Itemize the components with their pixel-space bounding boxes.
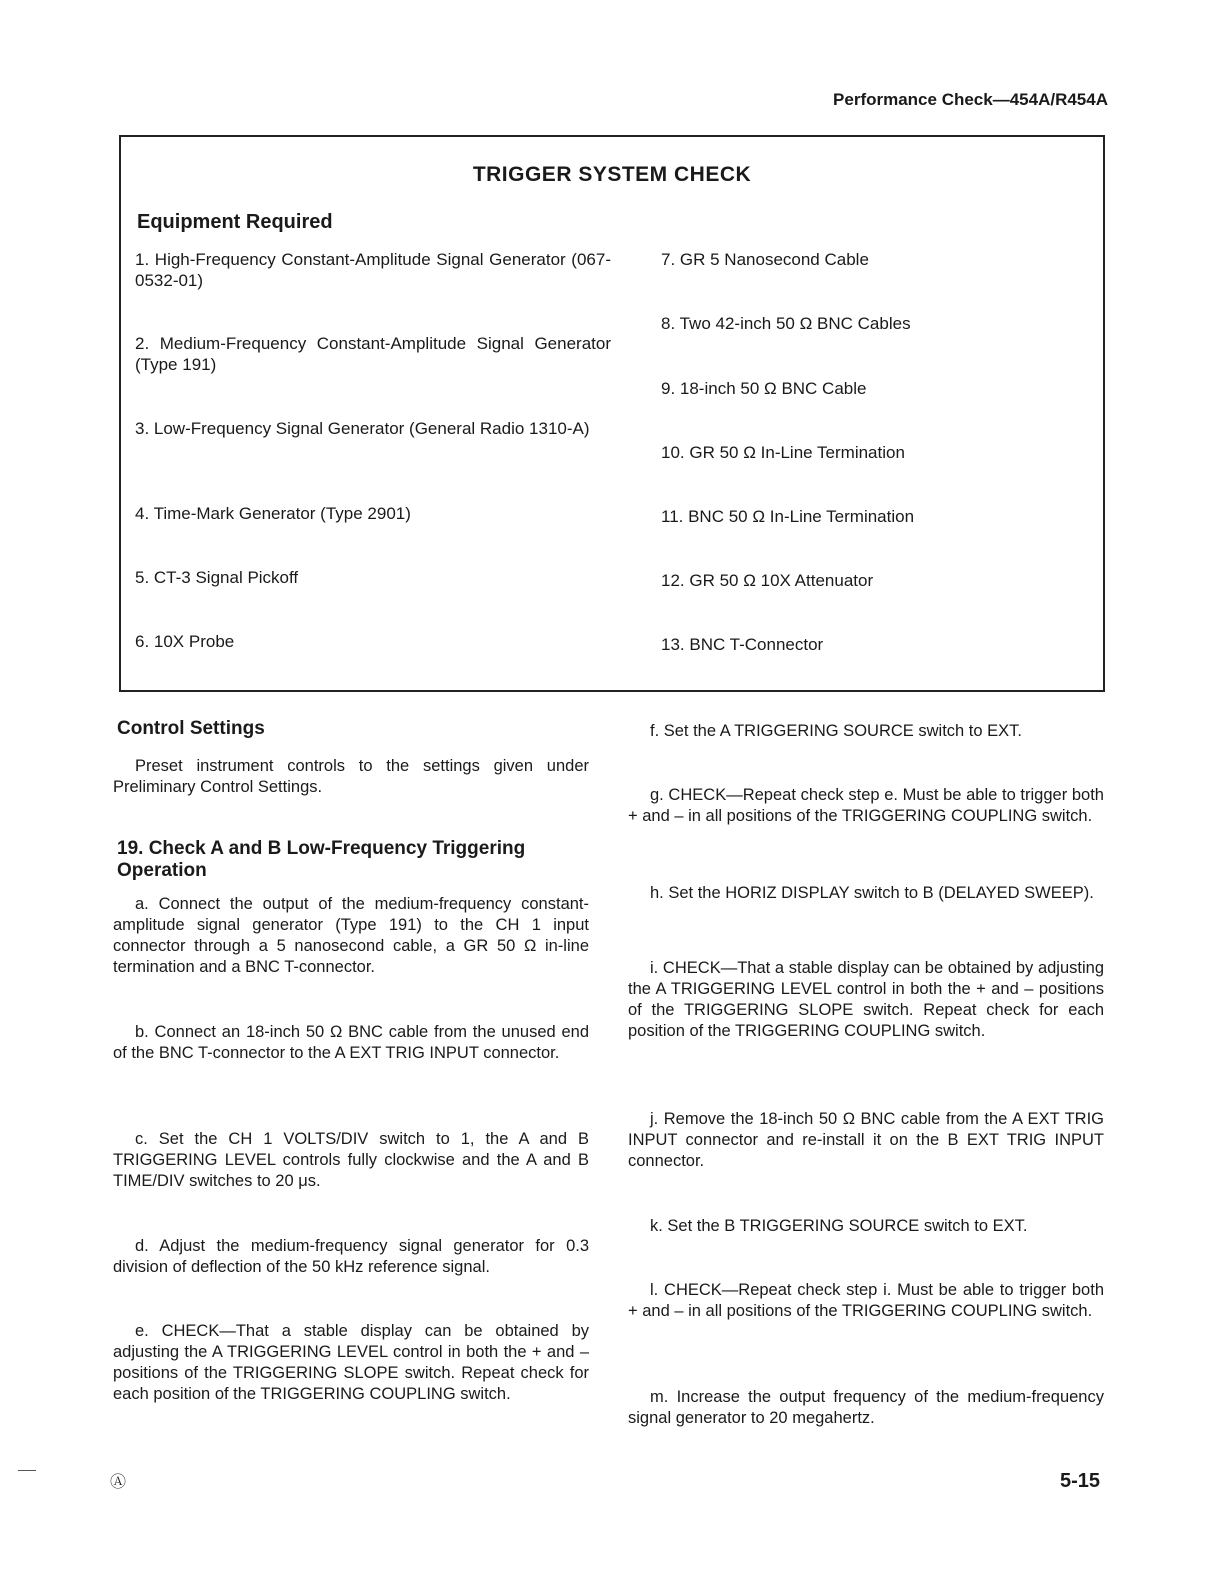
equipment-heading: Equipment Required [137,211,333,233]
step-paragraph: f. Set the A TRIGGERING SOURCE switch to EXT. [650,722,1022,740]
step-paragraph: i. CHECK—That a stable display can be obtained by adjusting the A TRIGGERING LEVEL control in both the + and – positions of the TRIGGERING SLOPE switch. Repeat check for each position of the TRIGGERING COUPLING switch. [628,959,1104,1040]
step-paragraph: e. CHECK—That a stable display can be obtained by adjusting the A TRIGGERING LEVEL control in both the + and – positions of the TRIGGERING SLOPE switch. Repeat check for each position of the TRIGGERING COUPLING switch. [113,1322,589,1403]
step-paragraph: g. CHECK—Repeat check step e. Must be able to trigger both + and – in all positions of the TRIGGERING COUPLING switch. [628,786,1104,825]
equipment-item: 3. Low-Frequency Signal Generator (General Radio 1310-A) [135,419,590,438]
equipment-box [119,135,1105,692]
equipment-item: 9. 18-inch 50 Ω BNC Cable [661,379,867,398]
step-paragraph: j. Remove the 18-inch 50 Ω BNC cable from the A EXT TRIG INPUT connector and re-install it on the B EXT TRIG INPUT connector. [628,1110,1104,1170]
equipment-item: 5. CT-3 Signal Pickoff [135,568,299,587]
step-paragraph: l. CHECK—Repeat check step i. Must be able to trigger both + and – in all positions of the TRIGGERING COUPLING switch. [628,1281,1104,1320]
equipment-item: 13. BNC T-Connector [661,635,824,654]
equipment-item: 11. BNC 50 Ω In-Line Termination [661,507,915,526]
equipment-item: 4. Time-Mark Generator (Type 2901) [135,504,411,523]
step-paragraph: a. Connect the output of the medium-frequency constant-amplitude signal generator (Type 191) to the CH 1 input connector through a 5 nanosecond cable, a GR 50 Ω in-line termination and a BNC T-connector. [113,895,589,976]
revision-mark: Ⓐ [110,1474,127,1491]
equipment-item: 2. Medium-Frequency Constant-Amplitude Signal Generator (Type 191) [135,334,611,374]
running-header: Performance Check—454A/R454A [833,90,1108,109]
equipment-item: 8. Two 42-inch 50 Ω BNC Cables [661,314,911,333]
equipment-item: 7. GR 5 Nanosecond Cable [661,250,869,269]
equipment-item: 12. GR 50 Ω 10X Attenuator [661,571,874,590]
step-paragraph: k. Set the B TRIGGERING SOURCE switch to EXT. [650,1217,1028,1235]
equipment-item: 10. GR 50 Ω In-Line Termination [661,443,905,462]
control-settings-heading: Control Settings [117,718,265,739]
step-paragraph: b. Connect an 18-inch 50 Ω BNC cable from the unused end of the BNC T-connector to the A EXT TRIG INPUT connector. [113,1023,589,1062]
box-title: TRIGGER SYSTEM CHECK [472,163,752,186]
step-paragraph: h. Set the HORIZ DISPLAY switch to B (DELAYED SWEEP). [650,884,1094,902]
step-paragraph: m. Increase the output frequency of the medium-frequency signal generator to 20 megahertz. [628,1388,1104,1427]
step-19-heading: 19. Check A and B Low-Frequency Triggering Operation [117,838,526,881]
step-paragraph: c. Set the CH 1 VOLTS/DIV switch to 1, the A and B TRIGGERING LEVEL controls fully clockwise and the A and B TIME/DIV switches to 20 μs. [113,1130,589,1190]
equipment-item: 1. High-Frequency Constant-Amplitude Signal Generator (067-0532-01) [135,250,611,290]
step-paragraph: d. Adjust the medium-frequency signal generator for 0.3 division of deflection of the 50 kHz reference signal. [113,1237,589,1276]
page-number: 5-15 [1059,1470,1100,1492]
control-settings-text: Preset instrument controls to the settings given under Preliminary Control Settings. [113,757,589,796]
scan-edge-mark [18,1470,36,1471]
equipment-item: 6. 10X Probe [135,632,235,651]
